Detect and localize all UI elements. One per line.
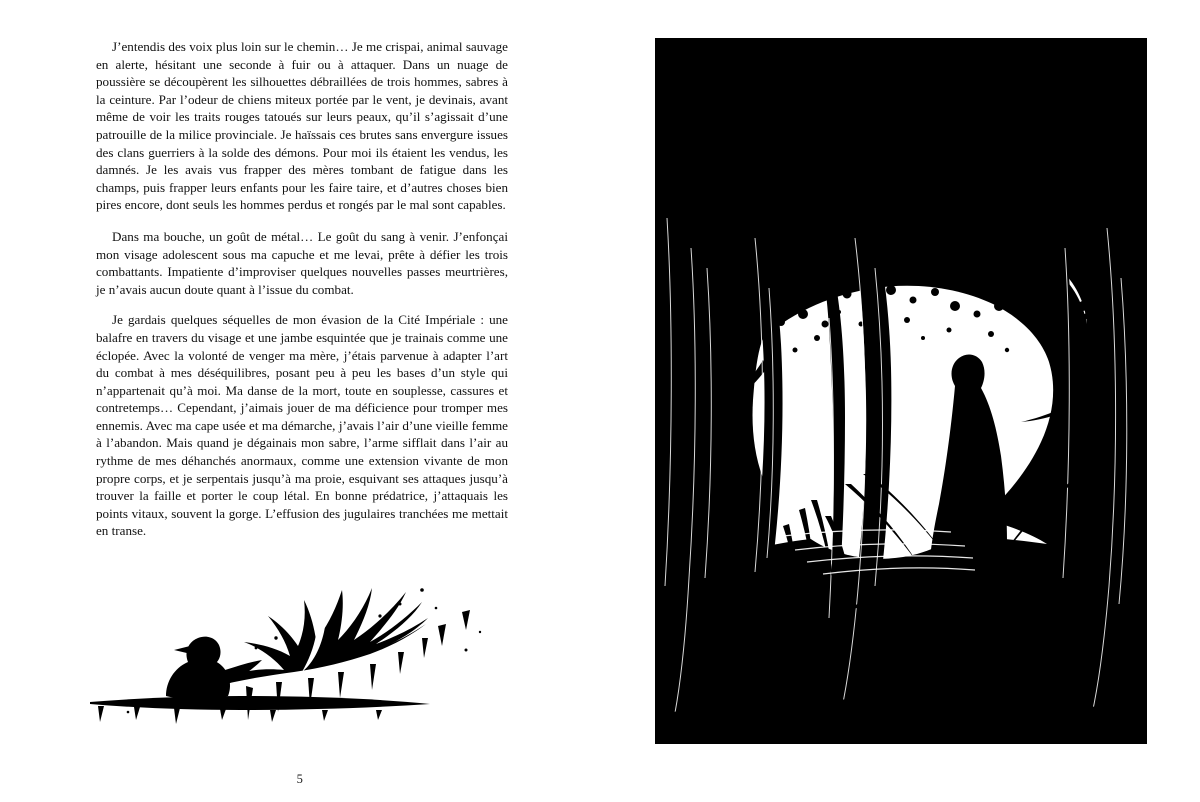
hooded-figure-in-forest-plate	[655, 38, 1147, 744]
bird-on-branch-ink-vignette	[70, 520, 510, 730]
page-number: 5	[296, 772, 304, 786]
paragraph: Je gardais quelques séquelles de mon évasion de la Cité Impériale : une balafre en travers du visage et une jambe esquintée que je trainais comme une éclopée. Avec la volonté de venger ma mère, j’étais parvenue à adapter l’art du combat à mes déséquilibres, posant peu à peu les bases d’un style qui n’appartenait qu’à moi. Ma danse de la mort, toute en souplesse, cassures et contretemps… Cependant, j’aimais jouer de ma déficience pour tromper mes ennemis. Avec ma cape usée et ma démarche, j’avais l’air d’une vieille femme à l’abandon. Mais quand je dégainais mon sabre, l’arme sifflait dans l’air au rythme de mes déhanchés anormaux, comme une extension vivante de mon propre corps, et je serpentais jusqu’à ma proie, esquivant ses attaques jusqu’à trouver la faille et porter le coup létal. En bonne prédatrice, j’attaquais les points vitaux, souvent la gorge. L’effusion des jugulaires tranchées me mettait en transe.	[96, 312, 508, 539]
right-page	[600, 0, 1200, 802]
paragraph: Dans ma bouche, un goût de métal… Le goût du sang à venir. J’enfonçai mon visage adolescent sous ma capuche et me levai, prête à défier les trois combattants. Impatiente d’improviser quelques nouvelles passes meurtrières, je n’avais aucun doute quant à l’issue du combat.	[96, 228, 508, 297]
body-text-column	[96, 38, 508, 554]
paragraph: J’entendis des voix plus loin sur le chemin… Je me crispai, animal sauvage en alerte, hésitant une seconde à fuir ou à attaquer. Dans un nuage de poussière se découpèrent les silhouettes débraillées de trois hommes, sabres à la ceinture. Par l’odeur de chiens miteux portée par le vent, je devinais, avant même de voir les traits rouges tatoués sur leurs peaux, qu’il s’agissait d’une patrouille de la milice provinciale. Je haïssais ces brutes sans envergure issues des clans guerriers à la solde des démons. Pour moi ils étaient les vendus, les damnés. Je les avais vus frapper des mères tombant de fatigue dans les champs, puis frapper leurs enfants pour les faire taire, et d’autres choses bien pires encore, dont seuls les hommes perdus et rongés par le mal sont capables.	[96, 39, 508, 213]
